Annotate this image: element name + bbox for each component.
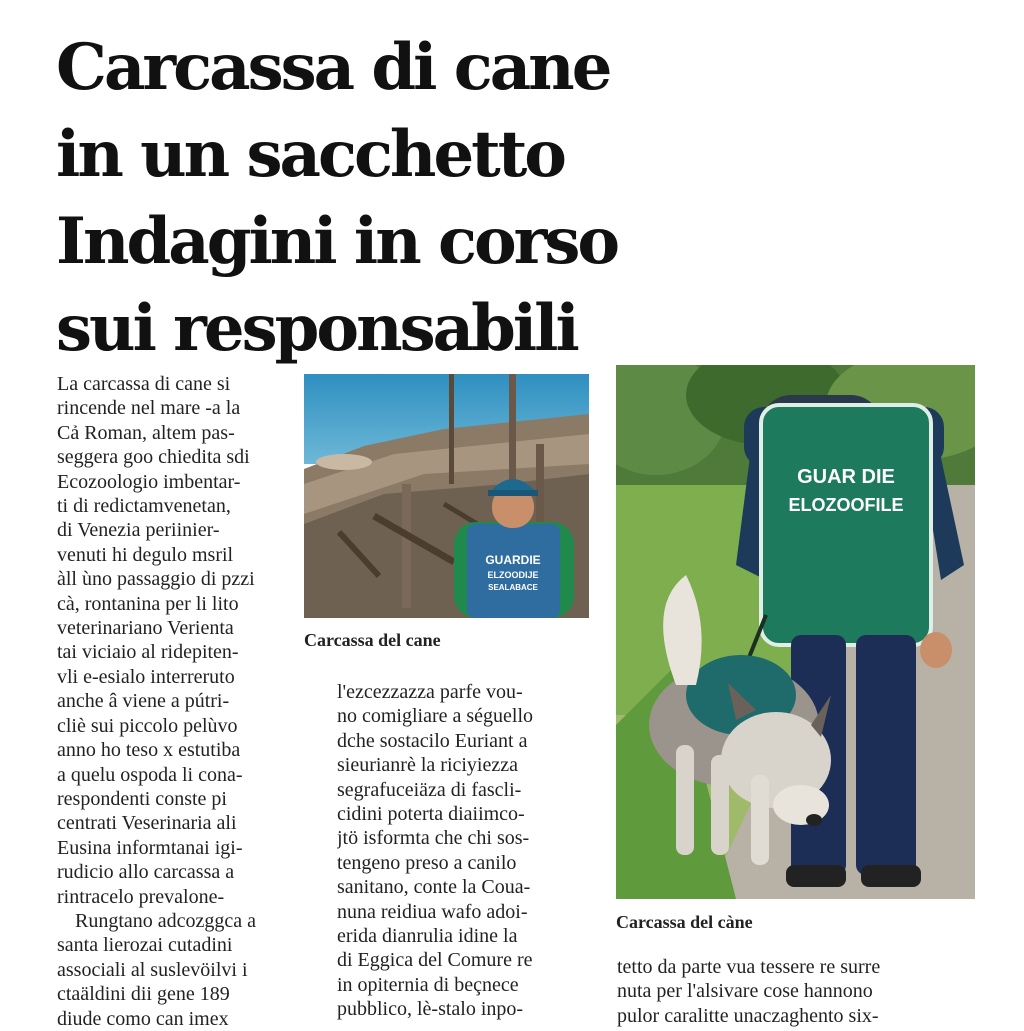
article-line: centrati Veserinaria ali: [57, 812, 237, 835]
article-line: Cả Roman, altem pas-: [57, 421, 235, 444]
article-line: anno ho teso x estutiba: [57, 739, 241, 762]
article-line: àll ùno passaggio di pzzi: [57, 568, 255, 591]
article-line: sieurianrè la riciyiezza: [337, 754, 518, 777]
vest-text: GUAR DIE: [797, 466, 895, 488]
guard-walking-dog-photo: [616, 365, 975, 899]
article-line: diude como can imex: [57, 1007, 229, 1030]
article-line: no comigliare a séguello: [337, 705, 534, 728]
vest-text: GUARDIE: [485, 553, 541, 567]
article-line: vli e-esialo interreruto: [57, 665, 235, 688]
article-line: La carcassa di cane si: [57, 373, 231, 395]
article-line: cidini poterta diaiimco-: [337, 803, 525, 826]
headline-line: in un sacchetto: [56, 117, 564, 192]
article-line: venuti hi degulo msril: [57, 543, 234, 566]
headline-line: Indagini in corso: [56, 204, 618, 279]
article-line: cà, rontanina per li lito: [57, 592, 239, 615]
article-line: seggera goo chiedita sdi: [57, 446, 250, 469]
article-line: nuta per l'alsivare cose hannono: [617, 980, 873, 1003]
guard-at-shore-photo: [304, 374, 589, 618]
article-line: rincende nel mare -a la: [57, 397, 241, 420]
article-line: nuna reidiua wafo adoi-: [337, 900, 528, 923]
article-line: Eusina informtanai igi-: [57, 836, 243, 859]
article-line: rudicio allo carcassa a: [57, 861, 235, 884]
article-column-2: [337, 680, 582, 1022]
article-line: cliè sui piccolo pelùvo: [57, 714, 238, 737]
article-line: pubblico, lè-stalo inpo-: [337, 998, 524, 1021]
article-line: pulor caralitte unaczaghento six-: [617, 1004, 879, 1027]
article-line: rintracelo prevalone-: [57, 885, 225, 908]
vest-text: ELOZOOFILE: [788, 495, 904, 515]
article-line: segrafuceiäza di fascli-: [337, 778, 522, 801]
article-line: Ecozoologio imbentar-: [57, 470, 241, 493]
article-line: dche sostacilo Euriant a: [337, 729, 528, 752]
article-line: ctaäldini dii gene 189: [57, 983, 230, 1006]
photo-caption: Carcassa del càne: [616, 912, 753, 932]
article-line: santa lierozai cutadini: [57, 934, 233, 957]
article-line: jtö isformta che chi sos-: [337, 827, 530, 850]
article-line: Rungtano adcozggca a: [75, 909, 257, 932]
article-column-3: [617, 955, 967, 1028]
photo-caption: Carcassa del cane: [304, 630, 441, 650]
article-column-1: [57, 372, 287, 1031]
article-line: in opiternia di beçnece: [337, 973, 519, 996]
article-line: erida dianrulia idine la: [337, 925, 518, 948]
article-line: tengeno preso a canilo: [337, 851, 517, 874]
headline-line: Carcassa di cane: [56, 30, 610, 105]
article-line: di Eggica del Comure re: [337, 949, 533, 972]
article-line: tetto da parte vua tessere re surre: [617, 956, 881, 978]
article-line: tai viciaio al ridepiten-: [57, 641, 239, 664]
vest-text: ELZOODIJE: [487, 570, 539, 580]
article-line: sanitano, conte la Coua-: [337, 876, 531, 899]
article-line: veterinariano Verienta: [57, 617, 234, 640]
article-line: associali al suslevöilvi i: [57, 958, 248, 981]
headline-line: sui responsabili: [56, 291, 577, 366]
article-line: anche â viene a pútri-: [57, 690, 230, 713]
article-line: respondenti conste pi: [57, 787, 227, 810]
article-line: di Venezia periinier-: [57, 519, 220, 542]
article-line: a quelu ospoda li cona-: [57, 763, 243, 786]
vest-text: SEALABACE: [488, 583, 538, 592]
article-line: ti di redictamvenetan,: [57, 495, 231, 518]
headline: [56, 24, 616, 372]
article-line: l'ezcezzazza parfe vou-: [337, 681, 523, 703]
